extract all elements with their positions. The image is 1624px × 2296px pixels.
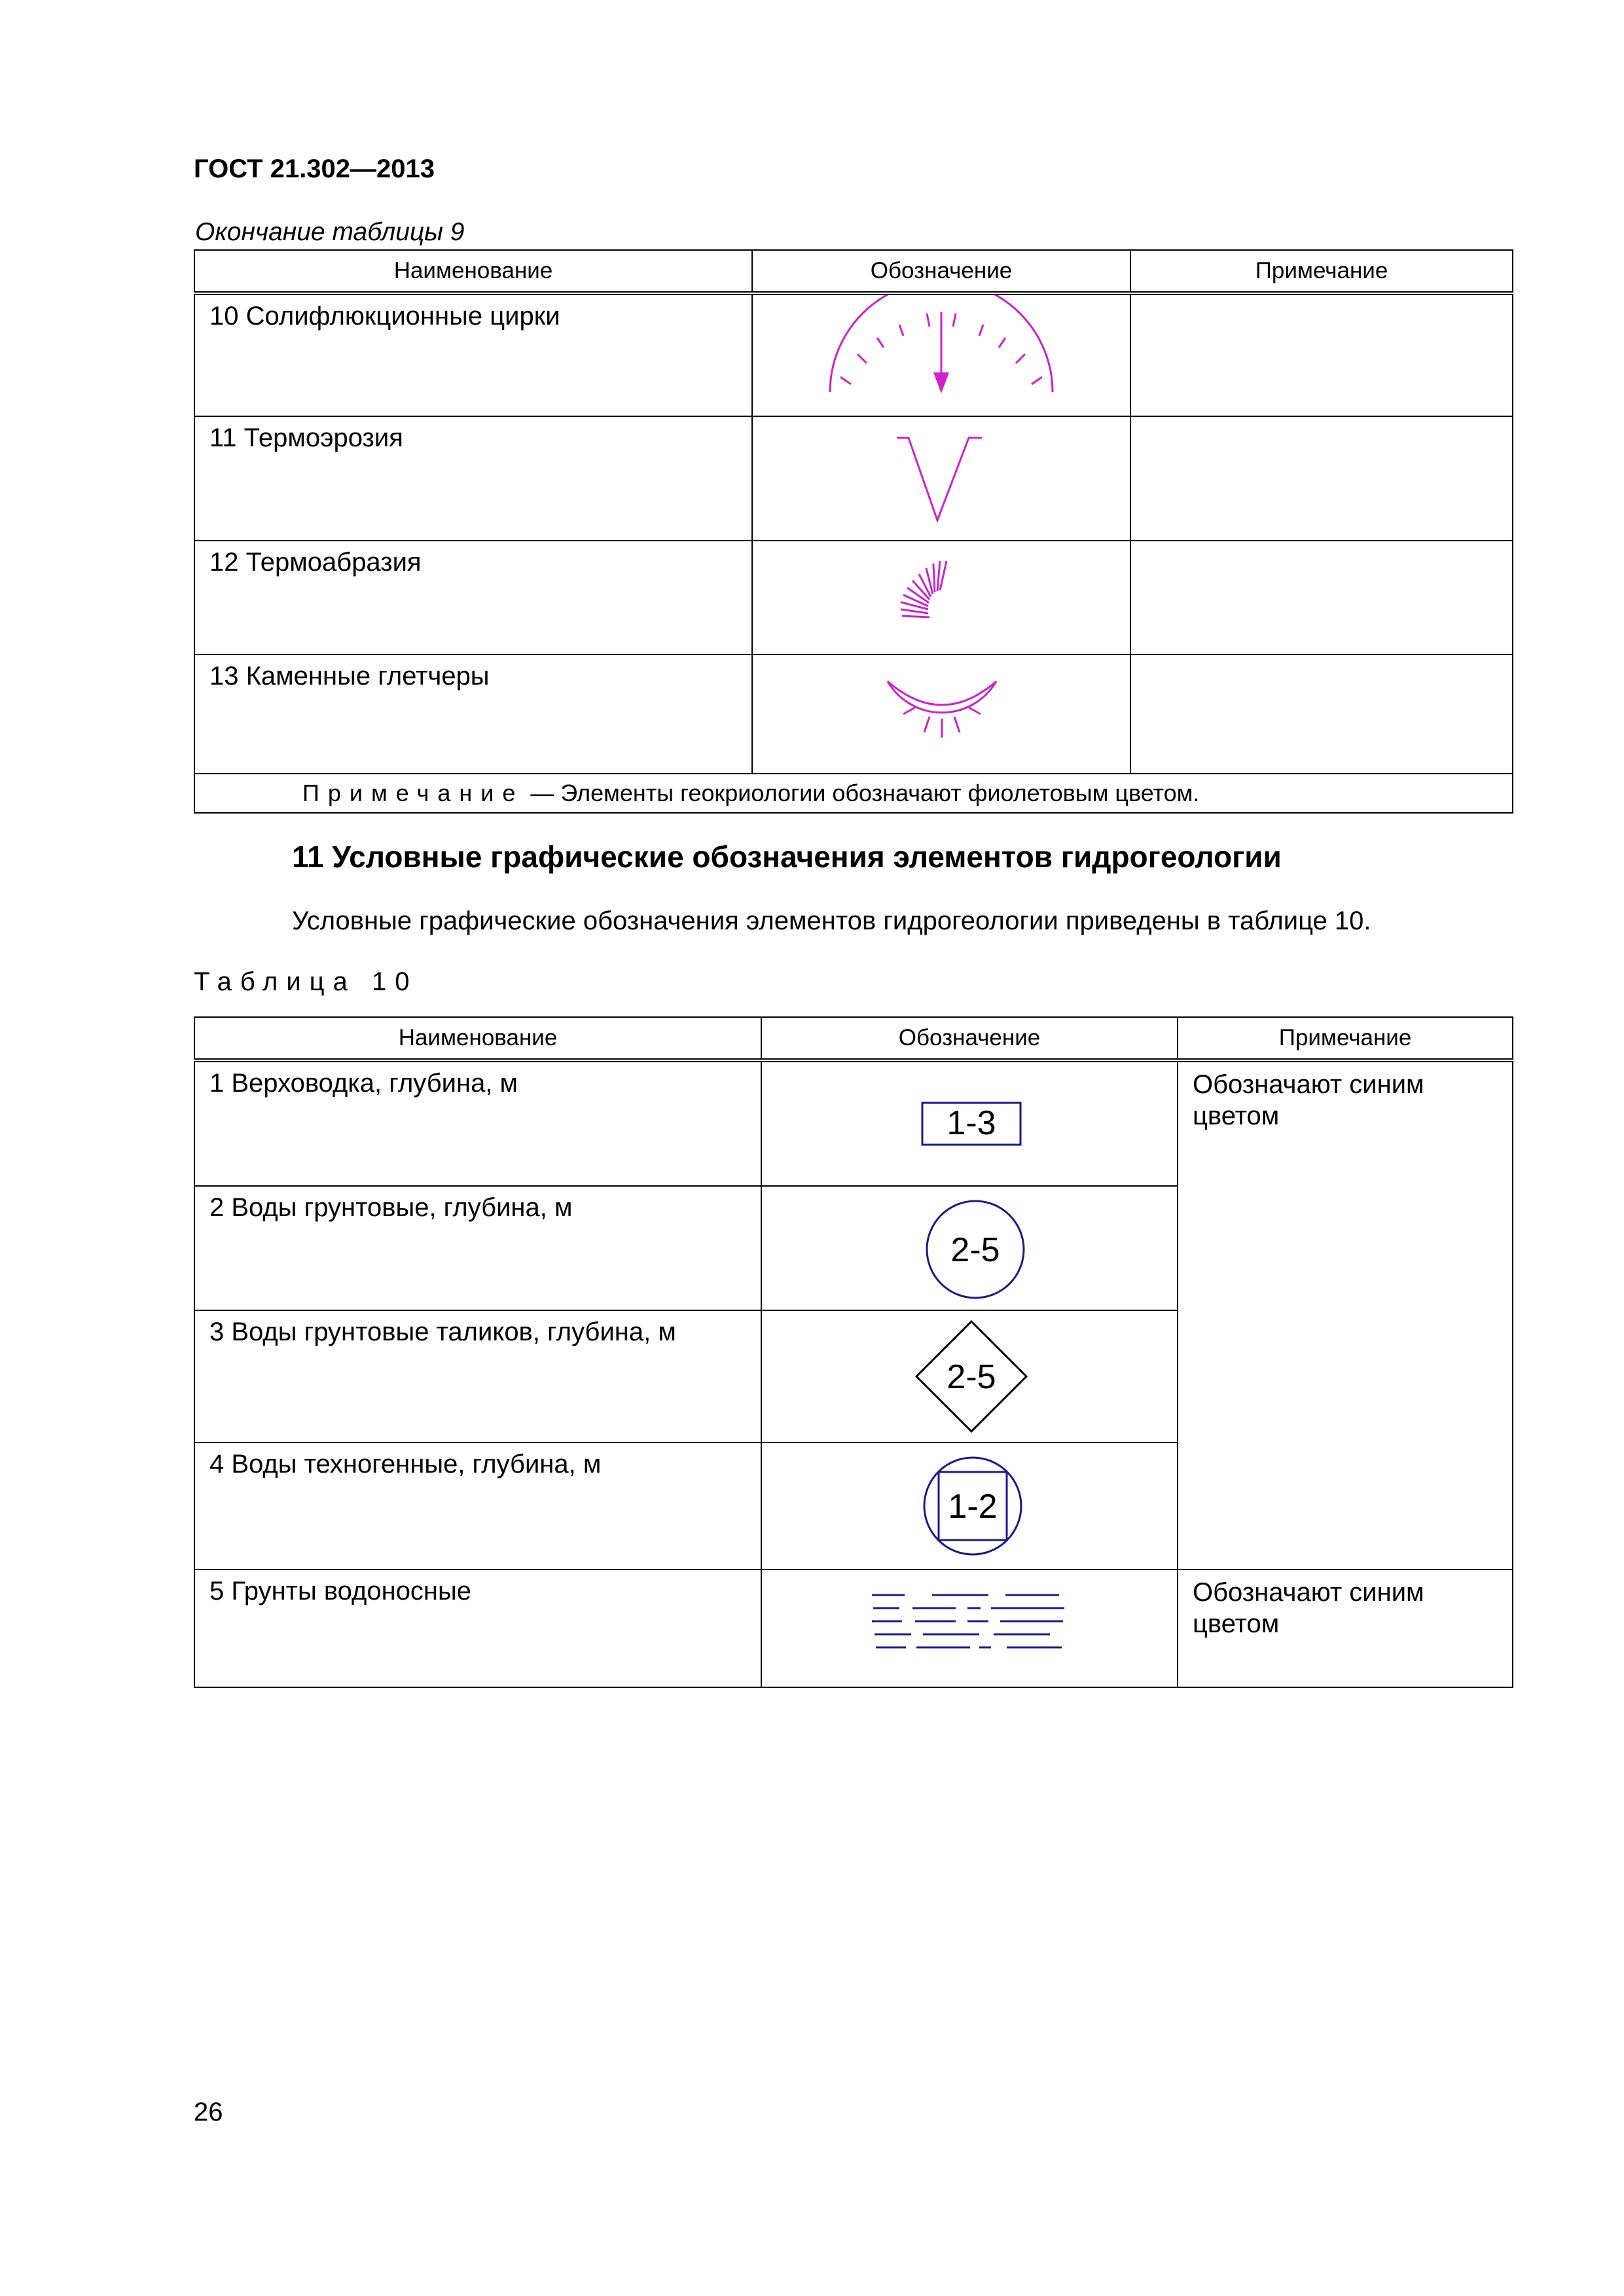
table9 [194, 249, 1513, 814]
row-name: 1 Верховодка, глубина, м [194, 1060, 761, 1186]
row-note [1130, 416, 1513, 541]
col-header-symbol: Обозначение [752, 250, 1130, 293]
symbol-label: 1-2 [948, 1488, 998, 1526]
col-header-name: Наименование [194, 250, 752, 293]
table-row [194, 293, 1513, 416]
row-note [1130, 293, 1513, 416]
row-name: 5 Грунты водоносные [194, 1570, 761, 1687]
table-row [194, 541, 1513, 655]
row-name: 12 Термоабразия [194, 541, 752, 655]
technogenic-water-symbol [761, 1443, 1178, 1570]
perched-water-symbol [761, 1060, 1178, 1186]
symbol-label: 2-5 [950, 1231, 1000, 1269]
remark-row-5: Обозначают синим цветом [1178, 1570, 1513, 1687]
col-header-symbol: Обозначение [761, 1017, 1178, 1060]
aquifer-soils-symbol [761, 1570, 1178, 1687]
col-header-note: Примечание [1130, 250, 1513, 293]
section-paragraph: Условные графические обозначения элементов гидрогеологии приведены в таблице 10. [292, 906, 1371, 935]
table10 [194, 1016, 1513, 1688]
rock-glacier-symbol [752, 655, 1130, 774]
col-header-note: Примечание [1178, 1017, 1513, 1060]
table-row [194, 1570, 1513, 1687]
standard-code: ГОСТ 21.302—2013 [194, 154, 435, 183]
table9-footnote [194, 774, 1513, 813]
row-name: 4 Воды техногенные, глубина, м [194, 1443, 761, 1570]
section-title: 11 Условные графические обозначения элементов гидрогеологии [292, 840, 1282, 874]
table9-continuation-label: Окончание таблицы 9 [195, 218, 465, 246]
col-header-name: Наименование [194, 1017, 761, 1060]
groundwater-symbol [761, 1186, 1178, 1310]
symbol-label: 1-3 [947, 1104, 996, 1142]
talik-groundwater-symbol [761, 1310, 1178, 1443]
table-row [194, 416, 1513, 541]
table9-footnote-row [194, 774, 1513, 813]
row-name: 2 Воды грунтовые, глубина, м [194, 1186, 761, 1310]
page-number: 26 [194, 2098, 223, 2126]
footnote-text: — Элементы геокриологии обозначают фиолетовым цветом. [530, 780, 1200, 806]
row-note [1130, 655, 1513, 774]
row-name: 10 Солифлюкционные цирки [194, 293, 752, 416]
row-note [1130, 541, 1513, 655]
row-name: 11 Термоэрозия [194, 416, 752, 541]
remark-rows-1-4: Обозначают синим цветом [1178, 1060, 1513, 1570]
solifluction-cirque-symbol [752, 293, 1130, 416]
table10-label: Таблица 10 [194, 967, 418, 996]
thermoerosion-symbol [752, 416, 1130, 541]
footnote-label: Примечание [302, 780, 524, 806]
row-name: 3 Воды грунтовые таликов, глубина, м [194, 1310, 761, 1443]
row-name: 13 Каменные глетчеры [194, 655, 752, 774]
symbol-label: 2-5 [947, 1358, 996, 1396]
thermoabrasion-symbol [752, 541, 1130, 655]
table-row [194, 1060, 1513, 1186]
table-row [194, 655, 1513, 774]
